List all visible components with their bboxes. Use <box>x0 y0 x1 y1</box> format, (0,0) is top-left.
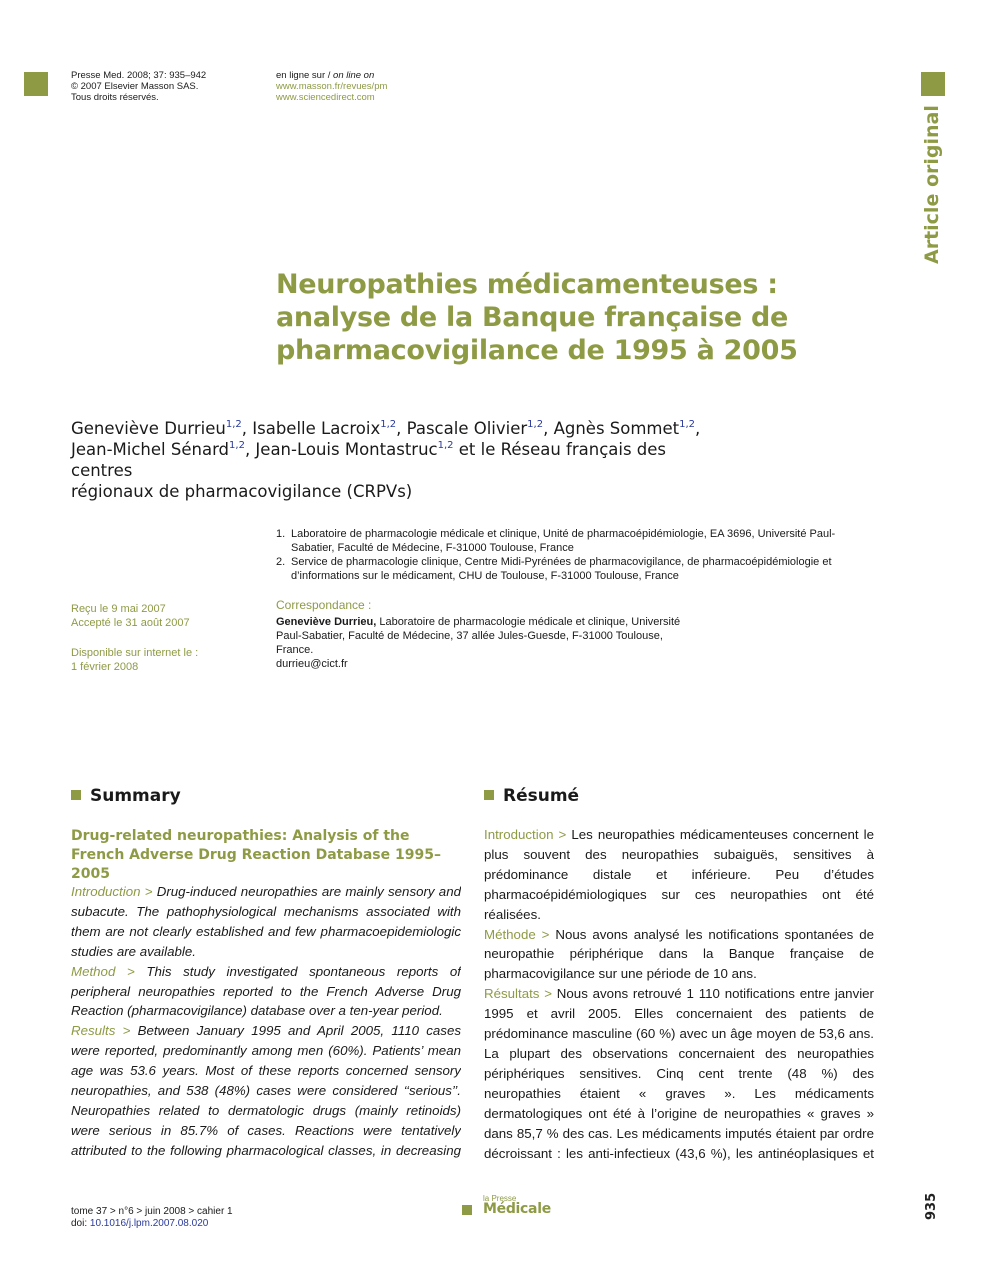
author-affil-ref[interactable]: 1,2 <box>527 419 544 430</box>
doi-link[interactable]: 10.1016/j.lpm.2007.08.020 <box>89 1217 209 1229</box>
masson-link[interactable]: www.masson.fr/revues/pm <box>276 81 388 92</box>
correspondence-email[interactable]: durrieu@cict.fr <box>276 658 348 670</box>
author-affil-ref[interactable]: 1,2 <box>679 419 696 430</box>
corner-square-left <box>24 72 48 96</box>
online-header <box>276 70 476 103</box>
correspondence <box>276 598 696 671</box>
author: , Agnès Sommet <box>543 419 680 438</box>
article-dates <box>71 602 251 674</box>
resume-text <box>484 825 874 1165</box>
article-title <box>276 268 836 367</box>
summary-intro: Introduction > Drug-induced neuropathies are mainly sensory and subacute. The pathophysiological mechanisms associated with them are not clearly established and few pharmacoepidemiologic studies are available. <box>71 884 461 959</box>
journal-header <box>71 70 261 103</box>
available-date: 1 février 2008 <box>71 661 139 673</box>
title-line: analyse de la Banque française de <box>276 302 788 333</box>
sciencedirect-link[interactable]: www.sciencedirect.com <box>276 92 375 103</box>
author-affil-ref[interactable]: 1,2 <box>437 440 454 451</box>
logo-top-text: la Presse <box>483 1194 517 1203</box>
logo-main-text: Médicale <box>483 1201 551 1217</box>
corner-square-right <box>921 72 945 96</box>
rights: Tous droits réservés. <box>71 92 159 103</box>
title-line: Neuropathies médicamenteuses : <box>276 269 778 300</box>
journal-ref: Presse Med. 2008; 37: 935–942 <box>71 70 207 81</box>
author: , Isabelle Lacroix <box>241 419 381 438</box>
correspondence-line: Geneviève Durrieu, Laboratoire de pharmacologie médicale et clinique, Université <box>276 616 681 628</box>
author: Geneviève Durrieu <box>71 419 226 438</box>
online-label: en ligne sur / on line on <box>276 70 375 81</box>
affiliations <box>276 527 836 583</box>
footer-citation <box>71 1206 233 1229</box>
summary-heading: Summary <box>71 786 461 806</box>
available-label: Disponible sur internet le : <box>71 647 199 659</box>
summary-results: Results > Between January 1995 and April 2005, 1110 cases were reported, predominantly among men (60%). Patients’ mean age was 53.6 years. Most of these reports concerned sensory neuropathies, and 538 (48%) cases were considered ‘‘serious’’. Neuropathies related to dermatologic drugs (mainly retinoids) were serious in 85.7% of cases. Reactions were tentatively attributed to the following pharmacological classes, in decreasing <box>71 1023 461 1158</box>
resume-results: Résultats > Nous avons retrouvé 1 110 notifications entre janvier 1995 et avril 2005. Elles concernaient des patients de prédominance masculine (60 %) avec un âge moyen de 53,6 ans. La plupart des observations concernaient des neuropathies périphériques sensitives. Cinq cent trente (48 %) des neuropathies étaient « graves ». Les médicaments dermatologiques ont été à l’origine de neuropathies « graves » dans 85,7 % des cas. Les médicaments imputés étaient par ordre décroissant : les anti-infectieux (43,6 %), les antinéoplasiques et <box>484 986 874 1161</box>
issue-info: tome 37 > n°6 > juin 2008 > cahier 1 <box>71 1206 233 1217</box>
copyright: © 2007 Elsevier Masson SAS. <box>71 81 199 92</box>
correspondence-label: Correspondance : <box>276 598 372 612</box>
received-date: Reçu le 9 mai 2007 <box>71 603 166 615</box>
summary-method: Method > This study investigated spontaneous reports of peripheral neuropathies reported to the French Adverse Drug Reaction (pharmacovigilance) database over a ten-year period. <box>71 963 461 1019</box>
resume-method: Méthode > Nous avons analysé les notifications spontanées de neuropathie périphérique dans la Banque française de pharmacovigilance sur une période de 10 ans. <box>484 926 874 982</box>
page-number: 935 <box>924 1192 939 1220</box>
author-line-3: régionaux de pharmacovigilance (CRPVs) <box>71 482 413 501</box>
author-line-2: Jean-Michel Sénard$^{1,2}$, Jean-Louis Montastruc$^{1,2}$ et le Réseau français des centres <box>71 440 667 480</box>
author-affil-ref[interactable]: 1,2 <box>229 440 245 451</box>
title-line: pharmacovigilance de 1995 à 2005 <box>276 335 798 366</box>
author-affil-ref[interactable]: 1,2 <box>380 419 397 430</box>
correspondence-line: Paul-Sabatier, Faculté de Médecine, 37 allée Jules-Guesde, F-31000 Toulouse, <box>276 630 663 642</box>
correspondence-line: France. <box>276 644 314 656</box>
article-type-label: Article original <box>921 105 943 264</box>
summary-text <box>71 882 461 1164</box>
section-bullet-icon <box>484 790 494 800</box>
author-affil-ref[interactable]: 1,2 <box>225 419 242 430</box>
accepted-date: Accepté le 31 août 2007 <box>71 617 190 629</box>
resume-intro: Introduction > Les neuropathies médicamenteuses concernent le plus souvent des neuropathies subaiguës, sensitives à prédominance distale et inférieure. Peu d’études pharmacoépidémiologiques sur ces neuropathies ont été réalisées. <box>484 827 874 922</box>
affiliation-item: 2. Service de pharmacologie clinique, Centre Midi-Pyrénées de pharmacovigilance, de pharmacoépidémiologie et d’informations sur le médicament, CHU de Toulouse, F-31000 Toulouse, France <box>276 556 832 582</box>
affiliation-item: 1. Laboratoire de pharmacologie médicale et clinique, Unité de pharmacoépidémiologie, EA 3696, Université Paul-Sabatier, Faculté de Médecine, F-31000 Toulouse, France <box>276 528 836 554</box>
author: Jean-Michel Sénard <box>71 440 230 459</box>
english-title: Drug-related neuropathies: Analysis of the French Adverse Drug Reaction Database 1995–2005 <box>71 828 441 882</box>
author: , Pascale Olivier <box>396 419 528 438</box>
journal-logo <box>462 1194 582 1222</box>
resume-heading: Résumé <box>484 786 874 806</box>
author: , Jean-Louis Montastruc <box>244 440 438 459</box>
author-list <box>71 418 711 502</box>
section-bullet-icon <box>71 790 81 800</box>
logo-square-icon <box>462 1205 472 1215</box>
doi-line: doi: 10.1016/j.lpm.2007.08.020 <box>71 1217 209 1229</box>
author-line-1: Geneviève Durrieu$^{1,2}$, Isabelle Lacroix$^{1,2}$, Pascale Olivier$^{1,2}$, Agnès Sommet$^{1,2}$, <box>71 419 701 438</box>
